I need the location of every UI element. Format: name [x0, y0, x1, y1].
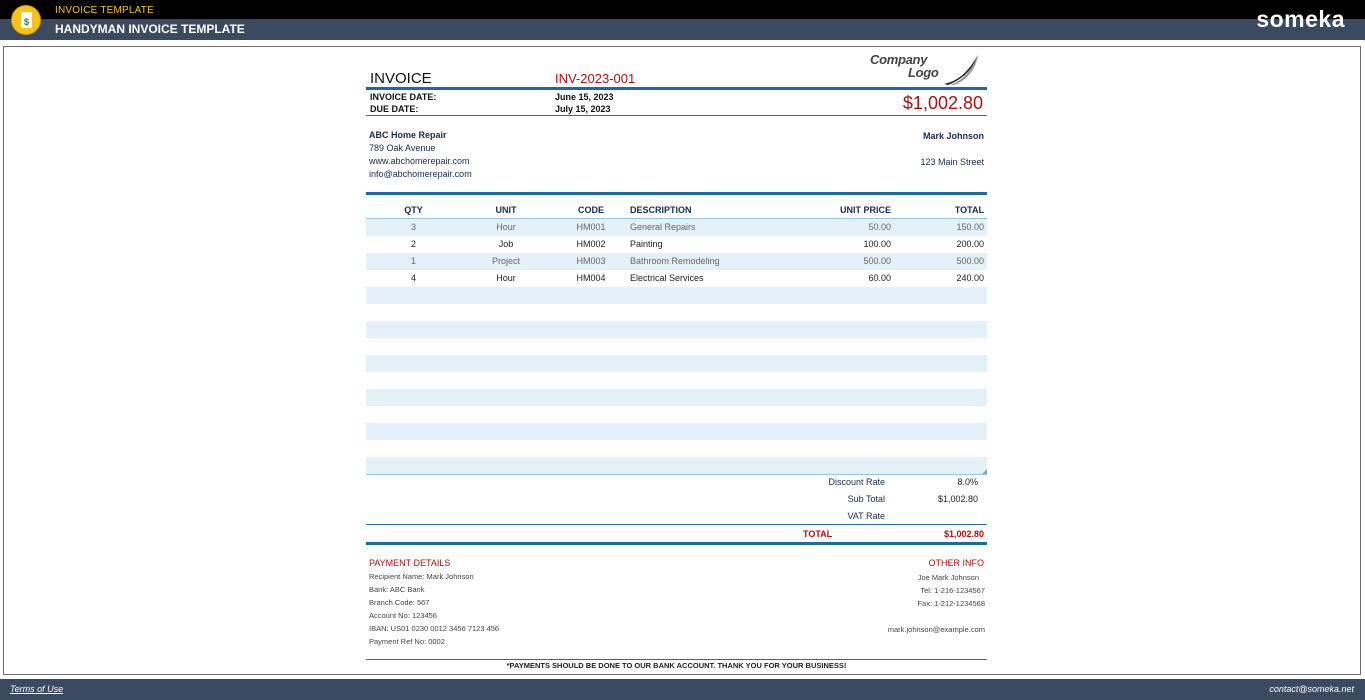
- invoice-app-icon: $: [11, 5, 41, 35]
- other-info-name[interactable]: Joe Mark Johnson: [917, 573, 979, 582]
- date-rule: [366, 115, 987, 116]
- header-rule: [366, 87, 987, 90]
- invoice-amount: $1,002.80: [902, 93, 983, 113]
- payment-account[interactable]: Account No: 123456: [369, 611, 437, 620]
- payment-branch[interactable]: Branch Code: 567: [369, 598, 430, 607]
- subtotal-value: $1,002.80: [937, 494, 978, 504]
- summary-rule: [366, 524, 987, 525]
- row-unit-price[interactable]: 100.00: [863, 239, 891, 249]
- empty-table-row[interactable]: [366, 321, 987, 338]
- empty-table-row[interactable]: [366, 423, 987, 440]
- row-qty[interactable]: 4: [410, 273, 416, 283]
- subtotal-label: Sub Total: [847, 494, 885, 504]
- contact-email[interactable]: contact@someka.net: [1269, 684, 1354, 694]
- table-row[interactable]: [366, 236, 987, 253]
- row-description[interactable]: Painting: [630, 239, 663, 249]
- client-address[interactable]: 123 Main Street: [920, 157, 984, 167]
- row-qty[interactable]: 3: [410, 222, 416, 232]
- other-info-fax[interactable]: Fax: 1-212-1234568: [917, 599, 985, 608]
- col-unit-price: UNIT PRICE: [839, 205, 891, 215]
- table-row[interactable]: [366, 219, 987, 236]
- row-description[interactable]: General Repairs: [630, 222, 696, 232]
- empty-table-row[interactable]: [366, 406, 987, 423]
- row-unit[interactable]: Hour: [496, 273, 516, 283]
- col-code: CODE: [577, 205, 604, 215]
- empty-table-row[interactable]: [366, 457, 987, 474]
- table-bottom-rule: [366, 474, 987, 475]
- due-date-label: DUE DATE:: [370, 104, 419, 114]
- terms-of-use-link[interactable]: Terms of Use: [10, 684, 64, 694]
- row-code[interactable]: HM001: [576, 222, 606, 232]
- other-info-email[interactable]: mark.johnson@example.com: [887, 625, 985, 634]
- table-row[interactable]: [366, 270, 987, 287]
- discount-rate-value[interactable]: 8.0%: [957, 477, 978, 487]
- row-unit[interactable]: Project: [491, 256, 520, 266]
- due-date-value[interactable]: July 15, 2023: [555, 104, 611, 114]
- row-unit[interactable]: Job: [498, 239, 514, 249]
- row-code[interactable]: HM002: [576, 239, 606, 249]
- row-qty[interactable]: 1: [410, 256, 416, 266]
- total-rule: [366, 542, 987, 545]
- total-label: TOTAL: [803, 529, 833, 539]
- payment-details-title: PAYMENT DETAILS: [369, 558, 451, 568]
- payment-iban[interactable]: IBAN: US01 0230 0012 3456 7123 456: [369, 624, 500, 633]
- app-subtitle: INVOICE TEMPLATE: [55, 5, 154, 16]
- col-qty: QTY: [404, 205, 423, 215]
- client-name[interactable]: Mark Johnson: [922, 131, 984, 141]
- vat-rate-label: VAT Rate: [847, 511, 885, 521]
- row-unit-price[interactable]: 50.00: [868, 222, 891, 232]
- logo-swoosh-icon: [866, 52, 980, 86]
- row-code[interactable]: HM003: [576, 256, 606, 266]
- row-total: 200.00: [956, 239, 984, 249]
- discount-rate-label: Discount Rate: [828, 477, 885, 487]
- invoice-number[interactable]: INV-2023-001: [555, 71, 636, 86]
- someka-logo: someka: [1256, 6, 1345, 32]
- header-strip: [0, 0, 1365, 19]
- items-table-header: [366, 201, 987, 218]
- other-info-tel[interactable]: Tel: 1-216-1234567: [920, 586, 985, 595]
- col-total: TOTAL: [954, 205, 984, 215]
- row-total: 500.00: [956, 256, 984, 266]
- invoice-title: INVOICE: [370, 70, 432, 87]
- row-qty[interactable]: 2: [410, 239, 416, 249]
- empty-table-row[interactable]: [366, 440, 987, 457]
- row-description[interactable]: Electrical Services: [630, 273, 704, 283]
- col-unit: UNIT: [495, 205, 517, 215]
- seller-website[interactable]: www.abchomerepair.com: [369, 156, 470, 166]
- company-logo: Company Logo: [866, 52, 980, 86]
- row-description[interactable]: Bathroom Remodeling: [630, 256, 720, 266]
- empty-table-row[interactable]: [366, 372, 987, 389]
- row-total: 150.00: [956, 222, 984, 232]
- row-unit[interactable]: Hour: [496, 222, 516, 232]
- empty-table-row[interactable]: [366, 338, 987, 355]
- payment-ref[interactable]: Payment Ref No: 0002: [369, 637, 445, 646]
- row-total: 240.00: [956, 273, 984, 283]
- empty-table-row[interactable]: [366, 355, 987, 372]
- other-info-title: OTHER INFO: [928, 558, 984, 568]
- empty-table-row[interactable]: [366, 389, 987, 406]
- footer-rule: [366, 659, 987, 660]
- payment-bank[interactable]: Bank: ABC Bank: [369, 585, 425, 594]
- row-unit-price[interactable]: 60.00: [868, 273, 891, 283]
- row-code[interactable]: HM004: [576, 273, 606, 283]
- seller-email[interactable]: info@abchomerepair.com: [369, 169, 472, 179]
- app-title: HANDYMAN INVOICE TEMPLATE: [55, 22, 245, 36]
- row-unit-price[interactable]: 500.00: [863, 256, 891, 266]
- empty-table-row[interactable]: [366, 287, 987, 304]
- footer-note: *PAYMENTS SHOULD BE DONE TO OUR BANK ACCOUNT. THANK YOU FOR YOUR BUSINESS!: [506, 661, 847, 670]
- seller-name[interactable]: ABC Home Repair: [369, 130, 447, 140]
- invoice-date-value[interactable]: June 15, 2023: [555, 92, 614, 102]
- empty-table-row[interactable]: [366, 304, 987, 321]
- col-description: DESCRIPTION: [630, 205, 692, 215]
- payment-recipient[interactable]: Recipient Name: Mark Johnson: [369, 572, 474, 581]
- seller-address[interactable]: 789 Oak Avenue: [369, 143, 436, 153]
- app-header: [0, 0, 1365, 40]
- invoice-date-label: INVOICE DATE:: [370, 92, 437, 102]
- total-value: $1,002.80: [943, 529, 984, 539]
- app-footer: [0, 679, 1365, 700]
- table-top-rule: [366, 192, 987, 195]
- table-row[interactable]: [366, 253, 987, 270]
